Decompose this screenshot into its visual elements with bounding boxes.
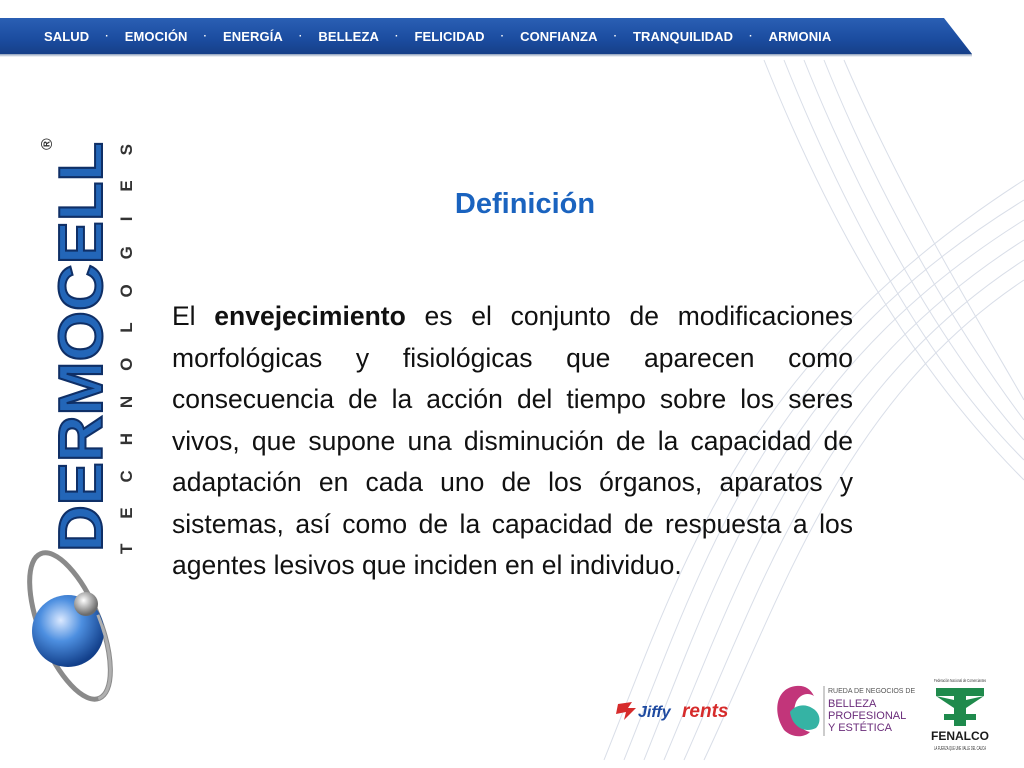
- nav-item-felicidad[interactable]: FELICIDAD: [414, 28, 485, 44]
- banner-shadow: [0, 54, 972, 57]
- registered-mark: ®: [39, 138, 56, 150]
- nav-item-emocion[interactable]: EMOCIÓN: [124, 28, 188, 44]
- definition-paragraph: [172, 296, 853, 587]
- fenalco-logo: [930, 674, 990, 768]
- nav-item-armonia[interactable]: ARMONIA: [768, 28, 832, 44]
- nav-separator: ·: [298, 30, 303, 42]
- rueda-negocios-logo: [770, 682, 920, 740]
- nav-separator: ·: [105, 30, 109, 42]
- jiffy-word: Jiffy: [638, 704, 671, 721]
- slide-title: Definición: [454, 188, 596, 220]
- nav-separator: ·: [749, 30, 753, 42]
- para-body: es el conjunto de modificaciones morfológicas y fisiológicas que aparecen como consecuencia de la acción del tiempo sobre los seres vivos, que supone una disminución de la capacidad de adaptación en cada uno de los órganos, aparatos y sistemas, así como de la capacidad de respuesta a los agentes lesivos que inciden en el individuo.: [172, 301, 853, 580]
- top-nav: [44, 18, 831, 54]
- nav-separator: ·: [500, 30, 505, 42]
- rueda-line-3: Y ESTÉTICA: [828, 722, 892, 734]
- rueda-small-text: RUEDA DE NEGOCIOS DE: [828, 688, 916, 695]
- para-lead: El: [172, 301, 215, 331]
- para-keyword: envejecimiento: [214, 301, 406, 331]
- nav-separator: ·: [613, 30, 617, 42]
- rueda-line-2: PROFESIONAL: [828, 710, 907, 722]
- nav-item-confianza[interactable]: CONFIANZA: [520, 28, 598, 44]
- logo-sub-text: TECHNOLOGIES: [117, 143, 136, 554]
- fenalco-name: FENALCO: [931, 729, 989, 743]
- nav-item-tranquilidad[interactable]: TRANQUILIDAD: [633, 28, 734, 44]
- nav-separator: ·: [395, 30, 399, 42]
- nav-item-belleza[interactable]: BELLEZA: [318, 28, 379, 44]
- rueda-line-1: BELLEZA: [828, 698, 877, 710]
- sphere-emblem: [13, 542, 127, 709]
- jiffy-rents-logo: [614, 696, 748, 726]
- fenalco-tagline: LA FUERZA QUE UNE VALLE DEL CAUCA: [934, 746, 987, 752]
- nav-separator: ·: [203, 30, 207, 42]
- logo-brand-text: DERMOCELL: [47, 159, 116, 552]
- fenalco-top-text: Federación Nacional de Comerciantes: [934, 678, 987, 683]
- rents-word: rents: [682, 701, 729, 722]
- nav-item-salud[interactable]: SALUD: [44, 28, 90, 44]
- dermocell-logo: [26, 126, 146, 706]
- nav-item-energia[interactable]: ENERGÍA: [222, 28, 283, 44]
